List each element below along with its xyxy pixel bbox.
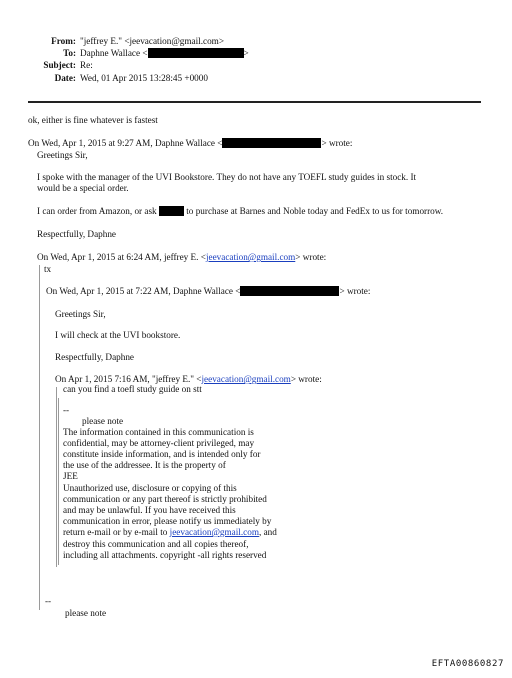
disclaimer-note: please note (82, 416, 124, 426)
email-link[interactable]: jeevacation@gmail.com (205, 252, 296, 262)
disclaimer-line: constitute inside information, and is intended only for (63, 449, 261, 459)
subject-value: Re: (80, 60, 93, 70)
from-label: From: (51, 36, 76, 46)
disclaimer-line: destroy this communication and all copies thereof, (63, 539, 249, 549)
disclaimer-line: and may be unlawful. If you have received this (63, 505, 236, 515)
signature-dashes: -- (63, 405, 70, 415)
to-value: Daphne Wallace < > (80, 48, 249, 58)
redaction-box (240, 286, 339, 296)
quote2-attribution: On Wed, Apr 1, 2015 at 6:24 AM, jeffrey E. <jeevacation@gmail.com> wrote: (37, 252, 327, 262)
quote1-paragraph-line2: would be a special order. (37, 183, 129, 193)
redaction-box (159, 206, 184, 216)
quote5-bar (58, 398, 59, 565)
quote3-greeting: Greetings Sir, (55, 309, 106, 319)
footer-dashes: -- (45, 596, 52, 606)
quote1-attribution: On Wed, Apr 1, 2015 at 9:27 AM, Daphne Wallace < > wrote: (28, 138, 353, 148)
disclaimer-line: Unauthorized use, disclosure or copying of this (63, 483, 237, 493)
quote4-attribution: On Apr 1, 2015 7:16 AM, "jeffrey E." <jeevacation@gmail.com> wrote: (55, 374, 322, 384)
disclaimer-line: confidential, may be attorney-client privileged, may (63, 438, 255, 448)
quote4-bar (56, 387, 57, 567)
reply-text: ok, either is fine whatever is fastest (28, 115, 158, 125)
quote1-paragraph2: I can order from Amazon, or ask to purchase at Barnes and Noble today and FedEx to us for tomorrow. (37, 206, 444, 216)
redaction-box (148, 48, 244, 58)
disclaimer-line: including all attachments. copyright -all rights reserved (63, 550, 267, 560)
date-label: Date: (54, 73, 76, 83)
quote1-paragraph-line1: I spoke with the manager of the UVI Bookstore. They do not have any TOEFL study guides in stock. It (37, 172, 417, 182)
email-link[interactable]: jeevacation@gmail.com (169, 527, 259, 537)
disclaimer-line: the use of the addressee. It is the property of (63, 460, 226, 470)
quote4-body: can you find a toefl study guide on stt (63, 384, 202, 394)
footer-note: please note (65, 608, 107, 618)
header-divider (28, 101, 481, 103)
quote1-signoff: Respectfully, Daphne (37, 229, 117, 239)
quote3-line1: I will check at the UVI bookstore. (55, 330, 181, 340)
disclaimer-line: The information contained in this communication is (63, 427, 254, 437)
quote2-bar (39, 265, 40, 610)
redaction-box (222, 138, 321, 148)
disclaimer-email-line: return e-mail or by e-mail to jeevacation@gmail.com, and (63, 527, 277, 537)
quote3-signoff: Respectfully, Daphne (55, 352, 135, 362)
disclaimer-line: communication in error, please notify us immediately by (63, 516, 272, 526)
date-value: Wed, 01 Apr 2015 13:28:45 +0000 (80, 73, 208, 83)
document-id: EFTA00860827 (431, 659, 504, 669)
subject-label: Subject: (43, 60, 76, 70)
quote1-greeting: Greetings Sir, (37, 150, 88, 160)
quote3-attribution: On Wed, Apr 1, 2015 at 7:22 AM, Daphne Wallace < > wrote: (46, 286, 371, 296)
disclaimer-line: communication or any part thereof is strictly prohibited (63, 494, 267, 504)
from-value: "jeffrey E." <jeevacation@gmail.com> (80, 36, 225, 46)
email-link[interactable]: jeevacation@gmail.com (201, 374, 291, 384)
quote2-body: tx (44, 264, 52, 274)
disclaimer-line: JEE (63, 471, 78, 481)
to-label: To: (63, 48, 76, 58)
